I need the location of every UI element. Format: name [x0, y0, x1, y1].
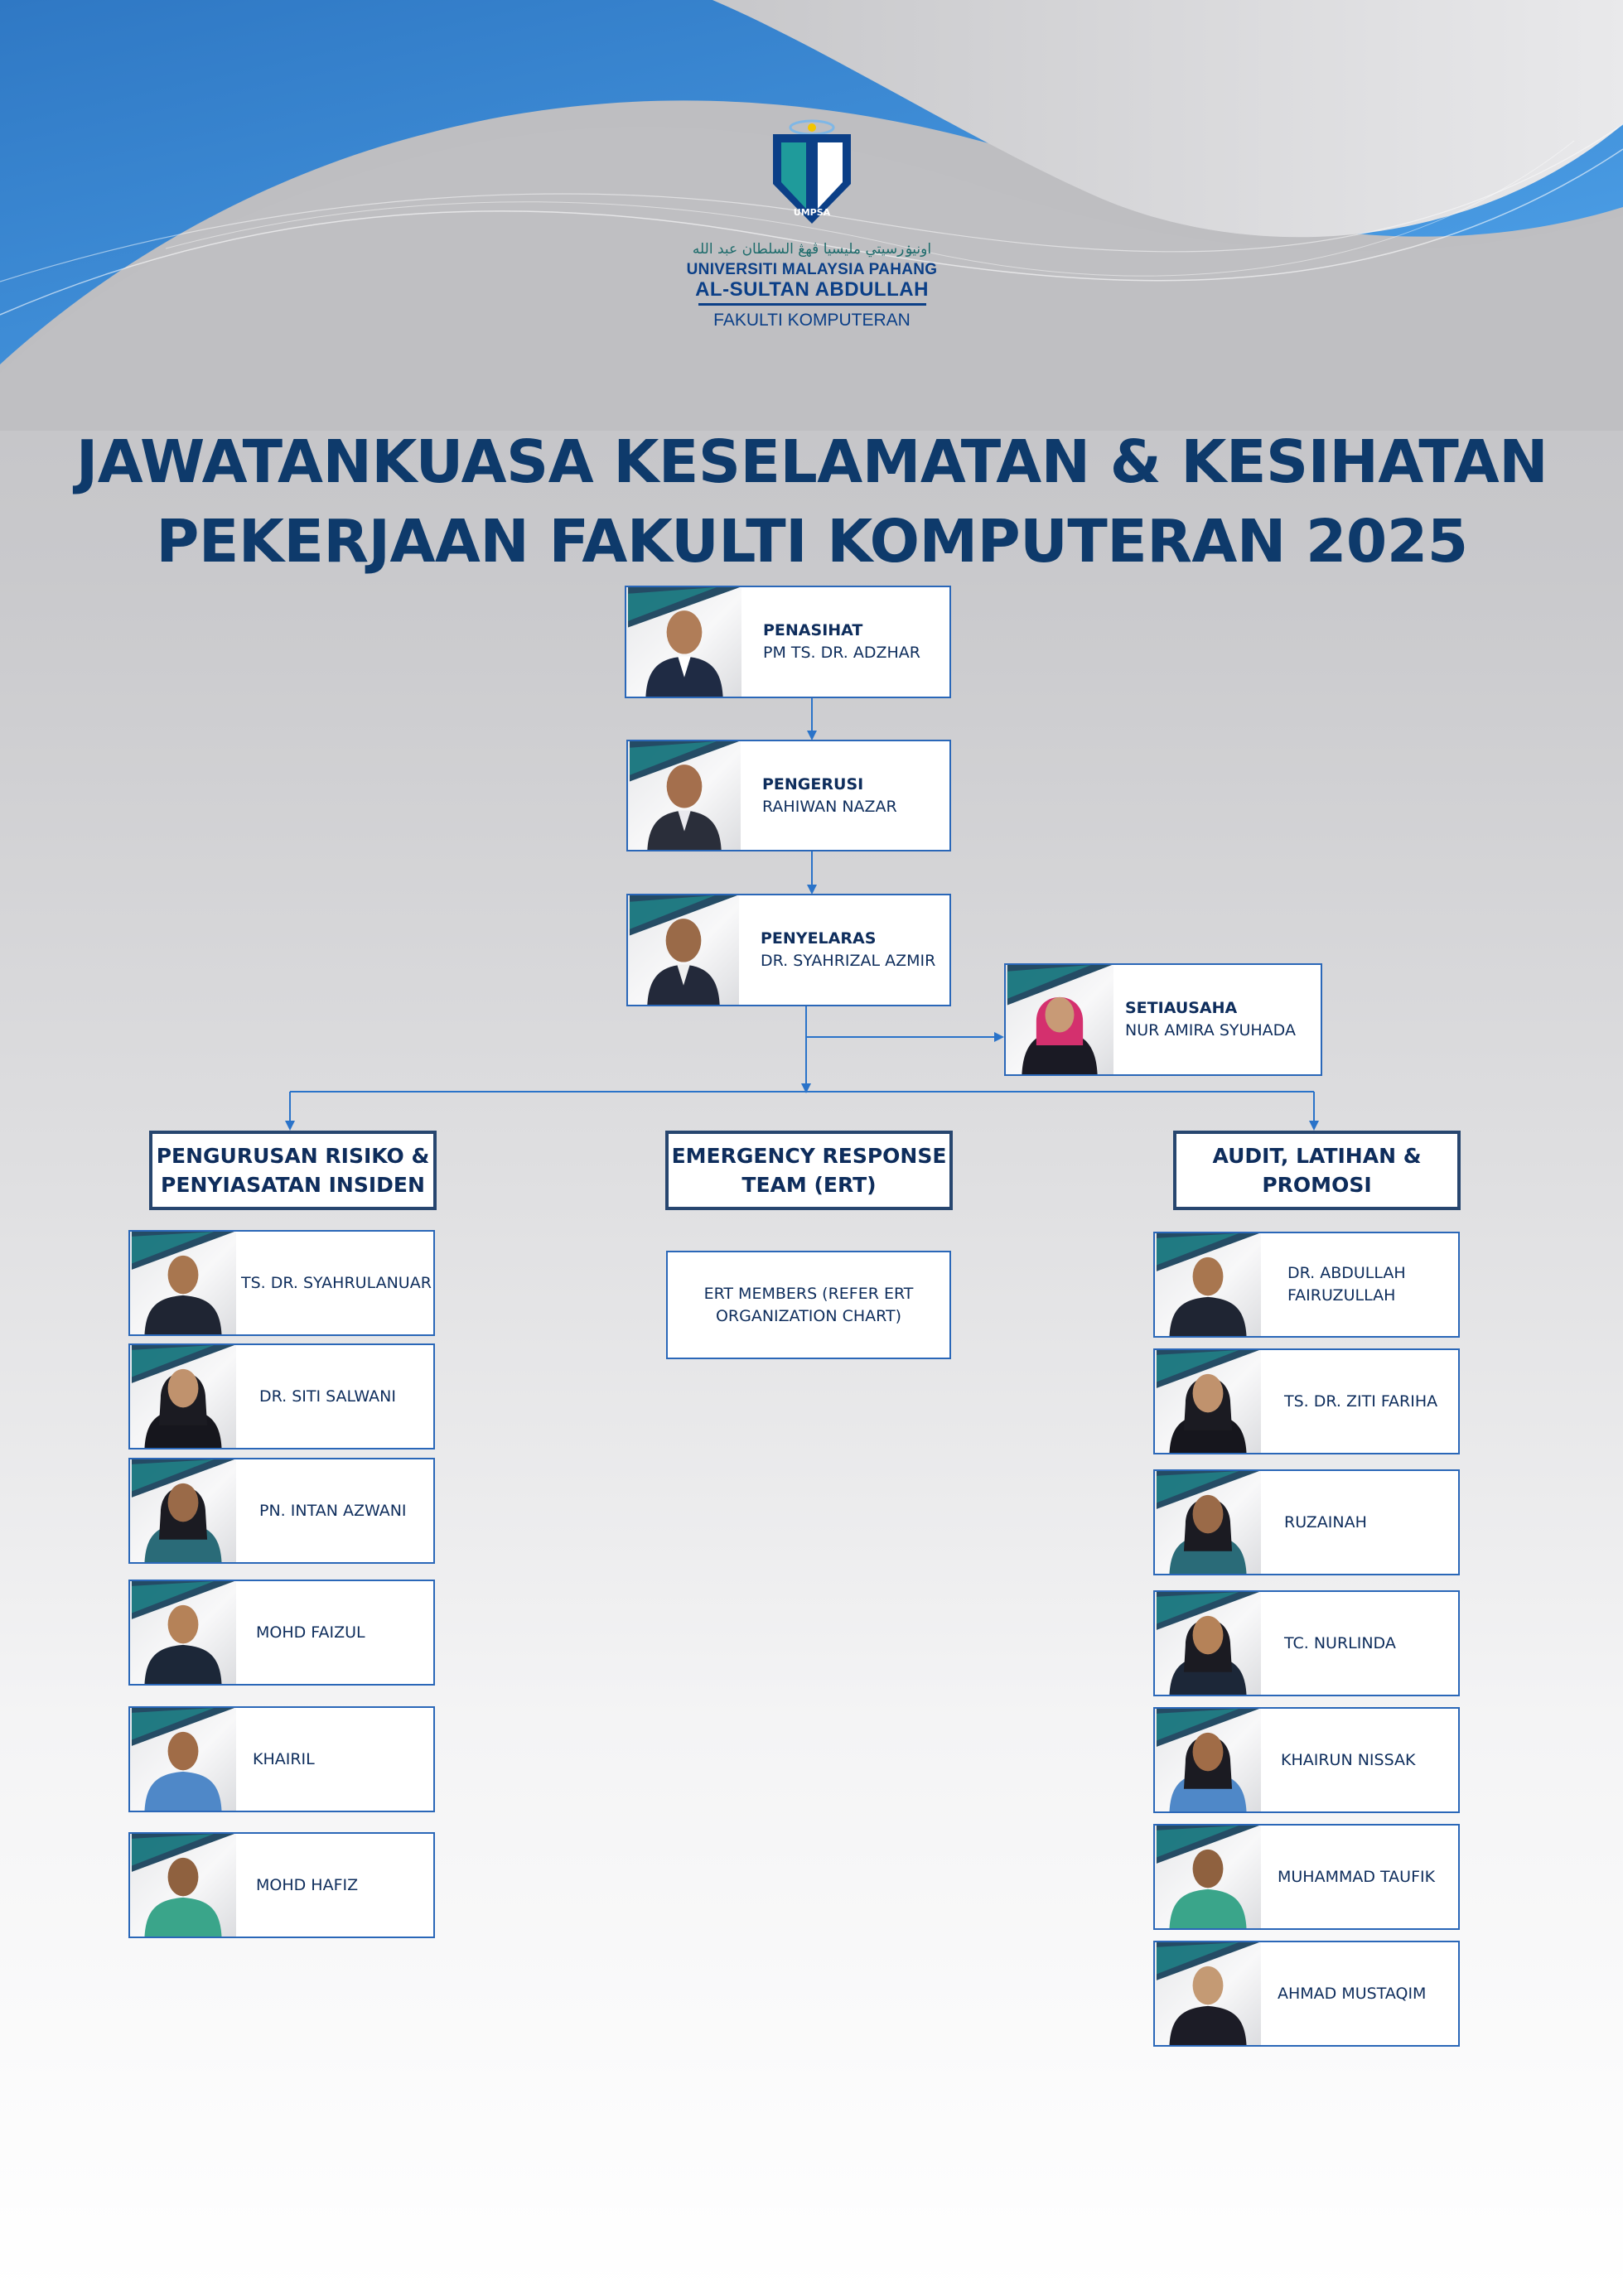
person-icon	[628, 741, 741, 850]
audit-member-photo	[1155, 1709, 1261, 1811]
person-icon	[130, 1459, 236, 1562]
group-risk-title-line1: PENGURUSAN RISIKO &	[156, 1144, 430, 1168]
group-audit-title-line2: PROMOSI	[1262, 1173, 1372, 1197]
audit-member-card	[1153, 1469, 1460, 1575]
audit-member-card	[1153, 1348, 1460, 1454]
risk-member-card	[128, 1706, 435, 1812]
risk-member-photo	[130, 1708, 236, 1811]
secretary-card	[1004, 963, 1322, 1076]
audit-member-photo	[1155, 1350, 1261, 1453]
logo-university-line2: AL-SULTAN ABDULLAH	[695, 278, 929, 301]
audit-member-photo	[1155, 1942, 1261, 2045]
chair-card	[626, 740, 951, 851]
person-icon	[1155, 1826, 1261, 1928]
person-icon	[1155, 1942, 1261, 2045]
risk-member-photo	[130, 1581, 236, 1684]
svg-text:UMPSA: UMPSA	[793, 207, 831, 218]
audit-member-photo	[1155, 1826, 1261, 1928]
risk-member-name: MOHD HAFIZ	[256, 1875, 359, 1894]
audit-member-card	[1153, 1707, 1460, 1813]
audit-member-card	[1153, 1941, 1460, 2047]
risk-member-name: PN. INTAN AZWANI	[259, 1501, 407, 1520]
risk-member-card	[128, 1580, 435, 1686]
person-icon	[628, 895, 739, 1005]
group-audit-header	[1173, 1131, 1461, 1210]
risk-member-card	[128, 1832, 435, 1938]
risk-member-name: TS. DR. SYAHRULANUAR	[241, 1273, 432, 1292]
umpsa-emblem-icon	[766, 116, 857, 232]
audit-member-name: TS. DR. ZITI FARIHA	[1284, 1392, 1438, 1411]
person-icon	[130, 1581, 236, 1684]
person-icon	[626, 587, 741, 697]
risk-member-name: KHAIRIL	[253, 1749, 315, 1768]
person-icon	[1155, 1471, 1261, 1574]
person-icon	[130, 1708, 236, 1811]
person-icon	[130, 1232, 236, 1334]
chair-role: PENGERUSI	[762, 774, 864, 793]
person-icon	[1155, 1709, 1261, 1811]
audit-member-name: AHMAD MUSTAQIM	[1278, 1984, 1427, 2003]
risk-member-photo	[130, 1345, 236, 1448]
risk-member-photo	[130, 1232, 236, 1334]
risk-member-card	[128, 1230, 435, 1336]
audit-member-name: KHAIRUN NISSAK	[1281, 1750, 1416, 1769]
audit-member-name: TC. NURLINDA	[1284, 1633, 1396, 1652]
risk-member-photo	[130, 1834, 236, 1937]
page-title	[33, 422, 1591, 581]
risk-member-card	[128, 1458, 435, 1564]
person-icon	[1155, 1233, 1261, 1336]
chair-name: RAHIWAN NAZAR	[762, 797, 897, 816]
logo-faculty-name: FAKULTI KOMPUTERAN	[713, 311, 911, 330]
audit-member-photo	[1155, 1233, 1261, 1336]
logo-arabic-text: اونيۏرسيتي مليسيا ڤهڠ السلطان عبد الله	[692, 241, 932, 258]
page-title-line1: JAWATANKUASA KESELAMATAN & KESIHATAN	[75, 427, 1548, 496]
person-icon	[130, 1345, 236, 1448]
audit-member-photo	[1155, 1592, 1261, 1695]
page-title-line2: PEKERJAAN FAKULTI KOMPUTERAN 2025	[156, 507, 1468, 576]
audit-member-name: RUZAINAH	[1284, 1512, 1367, 1531]
person-icon	[1155, 1592, 1261, 1695]
secretary-role: SETIAUSAHA	[1125, 999, 1238, 1017]
advisor-name: PM TS. DR. ADZHAR	[763, 644, 920, 662]
person-icon	[1155, 1350, 1261, 1453]
secretary-photo	[1006, 965, 1113, 1074]
group-ert-title-line1: EMERGENCY RESPONSE	[671, 1144, 947, 1168]
group-audit-title-line1: AUDIT, LATIHAN &	[1212, 1144, 1422, 1168]
risk-member-photo	[130, 1459, 236, 1562]
risk-member-name: DR. SITI SALWANI	[259, 1387, 396, 1406]
secretary-name: NUR AMIRA SYUHADA	[1125, 1021, 1296, 1039]
logo-divider	[698, 303, 926, 306]
audit-member-photo	[1155, 1471, 1261, 1574]
advisor-photo	[626, 587, 741, 697]
university-logo	[663, 116, 961, 331]
group-risk-header	[149, 1131, 437, 1210]
coordinator-photo	[628, 895, 739, 1005]
person-icon	[130, 1834, 236, 1937]
audit-member-name: MUHAMMAD TAUFIK	[1278, 1867, 1436, 1886]
group-risk-title-line2: PENYIASATAN INSIDEN	[161, 1173, 425, 1197]
coordinator-role: PENYELARAS	[761, 929, 877, 948]
logo-university-line1: UNIVERSITI MALAYSIA PAHANG	[686, 261, 938, 278]
group-ert-header	[665, 1131, 953, 1210]
coordinator-card	[626, 894, 951, 1006]
risk-member-card	[128, 1343, 435, 1449]
audit-member-name: DR. ABDULLAH FAIRUZULLAH	[1287, 1264, 1406, 1305]
person-icon	[1006, 965, 1113, 1074]
advisor-role: PENASIHAT	[763, 621, 863, 639]
audit-member-card	[1153, 1232, 1460, 1338]
risk-member-name: MOHD FAIZUL	[256, 1623, 365, 1642]
chair-photo	[628, 741, 741, 850]
coordinator-name: DR. SYAHRIZAL AZMIR	[761, 952, 936, 970]
ert-members-note: ERT MEMBERS (REFER ERT ORGANIZATION CHART)	[666, 1251, 951, 1359]
audit-member-card	[1153, 1590, 1460, 1696]
group-ert-title-line2: TEAM (ERT)	[741, 1173, 877, 1197]
advisor-card	[625, 586, 951, 698]
audit-member-card	[1153, 1824, 1460, 1930]
